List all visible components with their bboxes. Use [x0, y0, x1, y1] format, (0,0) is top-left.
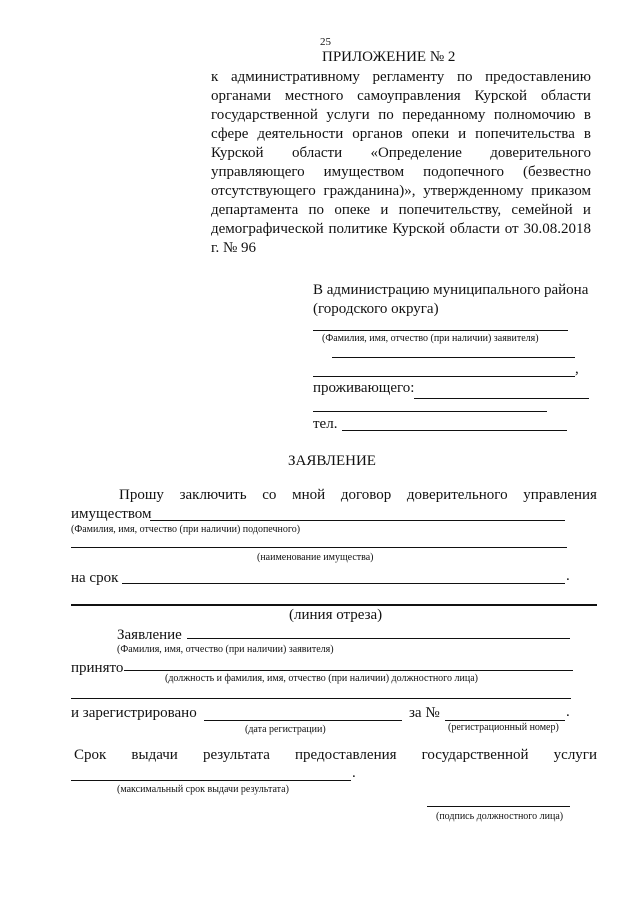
- official-hint: (должность и фамилия, имя, отчество (при наличии) должностного лица): [165, 673, 478, 684]
- max-term-field[interactable]: [71, 780, 351, 781]
- official-field-2[interactable]: [71, 698, 571, 699]
- signature-hint: (подпись должностного лица): [436, 811, 564, 822]
- addressee-line-1: В администрацию муниципального района: [313, 282, 589, 298]
- cut-line: [71, 604, 597, 606]
- ward-name-field[interactable]: [150, 520, 565, 521]
- max-term-hint: (максимальный срок выдачи результата): [117, 784, 289, 795]
- registration-number-hint: (регистрационный номер): [448, 722, 559, 733]
- registration-date-field[interactable]: [204, 720, 402, 721]
- phone-field[interactable]: [342, 430, 567, 431]
- signature-field[interactable]: [427, 806, 570, 807]
- property-name-field[interactable]: [71, 547, 567, 548]
- cut-line-label: (линия отреза): [289, 607, 383, 623]
- appendix-line: органами местного самоуправления Курской области: [211, 88, 591, 104]
- applicant-name-field[interactable]: [313, 330, 568, 331]
- applicant-name-field-3[interactable]: [313, 376, 575, 377]
- appendix-title: ПРИЛОЖЕНИЕ № 2: [322, 49, 456, 65]
- receipt-statement-label: Заявление: [117, 627, 182, 643]
- max-term-period: .: [352, 765, 356, 781]
- term-period: .: [566, 568, 570, 584]
- registration-number-field[interactable]: [445, 720, 565, 721]
- addressee-line-2: (городского округа): [313, 301, 439, 317]
- request-text: Прошу заключить со мной договор доверительного управления: [119, 487, 597, 503]
- appendix-line: департамента по опеке и попечительству, семейной и: [211, 202, 591, 218]
- ward-name-hint: (Фамилия, имя, отчество (при наличии) подопечного): [71, 524, 301, 535]
- page-number: 25: [320, 36, 331, 48]
- term-field[interactable]: [122, 583, 565, 584]
- deadline-text: Срок выдачи результата предоставления государственной услуги: [74, 747, 597, 763]
- registration-period: .: [566, 704, 570, 720]
- address-field[interactable]: [414, 398, 589, 399]
- appendix-line: сфере деятельности органов опеки и попечительства в: [211, 126, 591, 142]
- number-label: за №: [409, 705, 440, 721]
- comma: ,: [575, 361, 579, 377]
- appendix-last-line: г. № 96: [211, 240, 257, 256]
- registered-label: и зарегистрировано: [71, 705, 197, 721]
- appendix-line: государственной услуги по переданному полномочию в: [211, 107, 591, 123]
- property-label: имуществом: [71, 506, 152, 522]
- appendix-line: Курской области «Определение доверительного: [211, 145, 591, 161]
- residing-label: проживающего:: [313, 380, 415, 396]
- receipt-applicant-field[interactable]: [187, 638, 570, 639]
- term-label: на срок: [71, 570, 119, 586]
- accepted-label: принято: [71, 660, 124, 676]
- receipt-applicant-hint: (Фамилия, имя, отчество (при наличии) заявителя): [117, 644, 334, 655]
- phone-label: тел.: [313, 416, 338, 432]
- property-name-hint: (наименование имущества): [257, 552, 374, 563]
- applicant-name-field-2[interactable]: [332, 357, 575, 358]
- appendix-line: демографической политике Курской области от 30.08.2018: [211, 221, 591, 237]
- registration-date-hint: (дата регистрации): [245, 724, 326, 735]
- appendix-line: к административному регламенту по предоставлению: [211, 69, 591, 85]
- statement-title: ЗАЯВЛЕНИЕ: [288, 453, 376, 469]
- official-field[interactable]: [124, 670, 573, 671]
- address-field-2[interactable]: [313, 411, 547, 412]
- applicant-name-hint: (Фамилия, имя, отчество (при наличии) заявителя): [322, 333, 539, 344]
- appendix-line: отсутствующего гражданина)», утвержденному приказом: [211, 183, 591, 199]
- appendix-line: управляющего имуществом подопечного (безвестно: [211, 164, 591, 180]
